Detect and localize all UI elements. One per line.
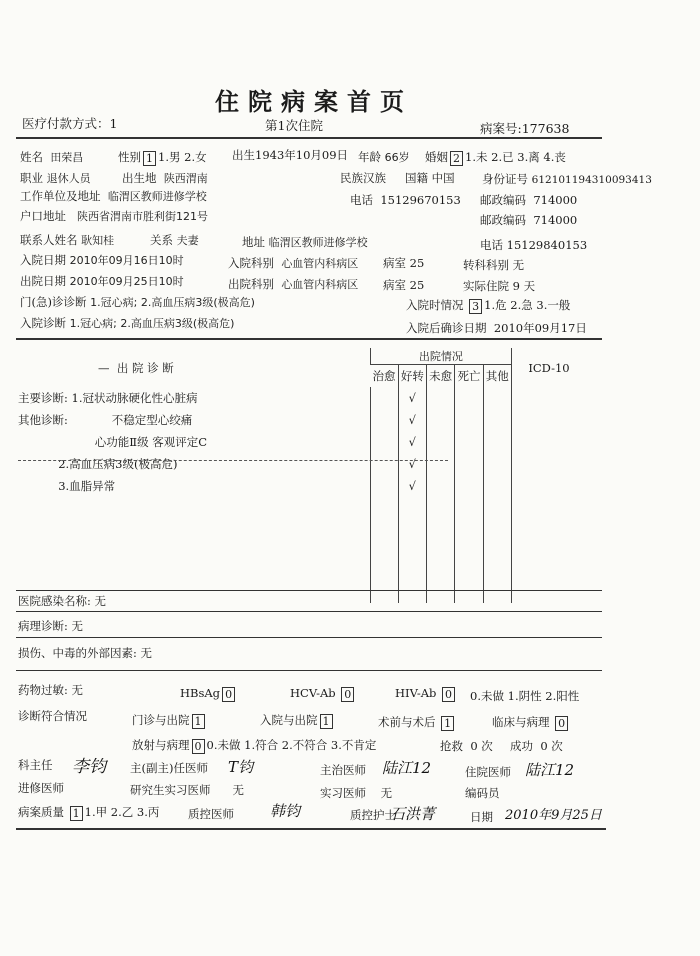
row-rad-path [132, 737, 376, 754]
chief-signature: T钧 [228, 758, 254, 776]
grad-label: 研究生实习医师 [130, 783, 211, 797]
check-mark: √ [398, 431, 426, 453]
dx-main: 主要诊断: 1.冠状动脉硬化性心脏病 [18, 391, 198, 405]
row-hbsag [180, 686, 237, 702]
out-date-value: 2010年09月25日10时 [69, 275, 184, 288]
cell [426, 409, 454, 431]
cell [370, 431, 398, 453]
injury: 损伤、中毒的外部因素: 无 [18, 646, 153, 660]
nationality-label: 国籍 [405, 171, 428, 185]
cell [483, 497, 511, 603]
adm-dx-value: 1.冠心病; 2.高血压病3级(极高危) [69, 317, 235, 330]
row-dob [232, 147, 348, 163]
birthplace-value: 陕西渭南 [163, 172, 208, 185]
row-allergy [18, 682, 83, 698]
diagnosis-table [18, 348, 586, 603]
hukou-label: 户口地址 [20, 209, 66, 223]
row-quality [18, 804, 159, 821]
phone-value: 15129670153 [380, 193, 461, 207]
table-row [18, 453, 586, 475]
work-label: 工作单位及地址 [20, 189, 101, 203]
test-options: 0.未做 1.阴性 2.阳性 [470, 689, 580, 703]
row-clin-path [492, 714, 570, 731]
transfer-label: 转科科别 [463, 258, 509, 272]
dx-dashed-line [18, 460, 448, 461]
row-hukou [20, 208, 208, 224]
condition-label: 入院时情况 [406, 298, 464, 312]
cell [483, 409, 511, 431]
match-options: 0.未做 1.符合 2.不符合 3.不肯定 [206, 738, 377, 752]
row-days [463, 278, 535, 294]
check-mark: √ [398, 475, 426, 497]
row-relation [150, 232, 199, 248]
age-label: 年龄 [358, 150, 381, 164]
row-address [242, 234, 368, 250]
footer-border [16, 828, 606, 830]
hcv-box: 0 [341, 687, 354, 702]
dx-other-2: 心功能Ⅱ级 客观评定C [18, 435, 208, 449]
cell [370, 497, 398, 603]
in-room-value: 25 [409, 256, 425, 270]
table-row [18, 431, 586, 453]
out-room-label: 病室 [383, 278, 406, 292]
row-work [20, 188, 207, 204]
cell [511, 409, 586, 431]
name-label: 姓名 [20, 150, 43, 164]
row-confirm [406, 320, 587, 336]
row-age [358, 149, 410, 165]
in-dept-value: 心血管内科病区 [281, 257, 359, 270]
cell [455, 409, 483, 431]
cell [483, 453, 511, 475]
table-row [18, 387, 586, 409]
address-value: 临渭区教师进修学校 [268, 236, 368, 249]
marital-options: 1.未 2.已 3.离 4.丧 [465, 150, 566, 164]
qc-doctor-signature: 韩钧 [270, 802, 301, 820]
id-label: 身份证号 [482, 172, 528, 186]
table-top-border [16, 338, 602, 340]
confirm-value: 2010年09月17日 [493, 321, 587, 335]
row-grad [130, 782, 244, 798]
row-hiv [395, 686, 457, 702]
rescue-label: 抢救 [440, 739, 463, 753]
condition-options: 1.危 2.急 3.一般 [484, 298, 571, 312]
hukou-value: 陕西省渭南市胜利街121号 [76, 210, 208, 223]
check-mark: √ [398, 453, 426, 475]
qc-doctor-label: 质控医师 [188, 807, 234, 821]
attending-label: 主治医师 [320, 763, 366, 777]
row-advanced [18, 780, 64, 796]
qc-nurse-label: 质控护士 [350, 808, 396, 822]
advanced-label: 进修医师 [18, 781, 64, 795]
dx-other-4: 3.血脂异常 [18, 479, 116, 493]
table-header-row [18, 348, 586, 365]
opd-dx-label: 门(急)诊诊断 [20, 295, 87, 309]
col-improved: 好转 [398, 365, 426, 388]
cell [370, 409, 398, 431]
in-room-label: 病室 [383, 256, 406, 270]
row-prepost [378, 714, 456, 731]
cell [455, 431, 483, 453]
work-value: 临渭区教师进修学校 [107, 190, 207, 203]
sex-box: 1 [143, 151, 156, 166]
payment-label: 医疗付款方式： [22, 116, 110, 131]
row-out-dept [228, 276, 358, 292]
row-in-dept [228, 255, 358, 271]
clin-path-label: 临床与病理 [492, 715, 550, 729]
qc-nurse-signature: 石洪菁 [390, 805, 436, 823]
sex-options: 1.男 2.女 [158, 150, 207, 164]
col-cured: 治愈 [372, 369, 396, 383]
col-status-group: 出院情况 [370, 348, 511, 365]
infection: 医院感染名称: 无 [18, 594, 107, 608]
dob-label: 出生 [232, 148, 255, 162]
payment-value: 1 [109, 116, 118, 131]
cell [483, 387, 511, 409]
cell [483, 431, 511, 453]
table-row [18, 409, 586, 431]
hiv-label: HIV-Ab [395, 686, 437, 700]
row-success [510, 738, 563, 754]
postcode-value: 714000 [533, 193, 578, 207]
out-dept-value: 心血管内科病区 [281, 278, 359, 291]
divider [16, 611, 602, 612]
row-rescue [440, 738, 493, 754]
patient-name: 田荣昌 [50, 151, 84, 164]
cell [370, 387, 398, 409]
cell [18, 497, 370, 603]
row-adm-dx [20, 315, 234, 331]
sex-label: 性别 [118, 150, 141, 164]
prepost-box: 1 [441, 716, 454, 731]
col-death: 死亡 [455, 365, 483, 388]
cell [426, 453, 454, 475]
row-marital [425, 149, 566, 166]
row-in-room [383, 255, 424, 271]
pathology: 病理诊断: 无 [18, 619, 84, 633]
cell [455, 497, 483, 603]
chief-label: 主(副主)任医师 [130, 761, 208, 775]
coder-label: 编码员 [465, 786, 500, 800]
relation-label: 关系 [150, 233, 173, 247]
in-date-label: 入院日期 [20, 253, 66, 267]
quality-options: 1.甲 2.乙 3.丙 [84, 805, 160, 819]
intern-label: 实习医师 [320, 786, 366, 800]
cell [511, 475, 586, 497]
row-intern [320, 785, 392, 801]
row-condition [406, 297, 570, 314]
page-title: 住院病案首页 [215, 87, 413, 116]
payment-method [22, 114, 117, 132]
row-nationality [405, 170, 455, 186]
opd-out-box: 1 [192, 714, 205, 729]
success-label: 成功 [510, 739, 533, 753]
check-mark: √ [398, 387, 426, 409]
transfer-value: 无 [512, 258, 525, 272]
hiv-box: 0 [442, 687, 455, 702]
quality-label: 病案质量 [18, 805, 64, 819]
row-transfer [463, 257, 524, 273]
contact-phone-label: 电话 [480, 238, 503, 252]
grad-value: 无 [232, 783, 244, 797]
rad-path-box: 0 [192, 739, 205, 754]
cell [511, 387, 586, 409]
dx-other-3: 2.高血压病3级(极高危) [18, 457, 178, 471]
visit-number: 第1次住院 [265, 118, 323, 133]
dx-other-1: 其他诊断: 不稳定型心绞痛 [18, 413, 193, 427]
dx-match-label: 诊断符合情况 [18, 709, 87, 723]
cell [455, 475, 483, 497]
phone-label: 电话 [350, 193, 373, 207]
confirm-label: 入院后确诊日期 [406, 321, 487, 335]
row-contact-phone [480, 237, 587, 253]
hbsag-label: HBsAg [180, 686, 221, 700]
postcode2-value: 714000 [533, 213, 578, 227]
postcode2-label: 邮政编码 [480, 213, 526, 227]
cell [370, 475, 398, 497]
cell [426, 497, 454, 603]
col-other: 其他 [483, 365, 511, 388]
cell [426, 387, 454, 409]
cell [398, 497, 426, 603]
row-birthplace [122, 170, 208, 186]
marital-label: 婚姻 [425, 150, 448, 164]
ethnicity-label: 民族 [340, 171, 363, 185]
row-ethnicity [340, 170, 386, 186]
cell [426, 475, 454, 497]
col-diagnosis: — 出 院 诊 断 [98, 360, 174, 375]
row-in-date [20, 252, 184, 268]
director-label: 科主任 [18, 758, 53, 772]
cell [511, 453, 586, 475]
occupation-label: 职业 [20, 171, 43, 185]
contact-phone-value: 15129840153 [506, 238, 588, 252]
row-postcode2 [480, 212, 577, 228]
ethnicity-value: 汉族 [363, 171, 386, 185]
prepost-label: 术前与术后 [378, 715, 436, 729]
out-date-label: 出院日期 [20, 274, 66, 288]
days-value: 9 天 [512, 279, 536, 293]
record-number: 病案号:177638 [480, 121, 570, 136]
table-row [18, 497, 586, 603]
in-out-box: 1 [320, 714, 333, 729]
success-value: 0 次 [540, 739, 563, 753]
adm-dx-label: 入院诊断 [20, 316, 66, 330]
row-opd-out [132, 712, 207, 729]
row-hcv [290, 686, 356, 702]
intern-value: 无 [380, 786, 393, 800]
cell [511, 497, 586, 603]
row-out-room [383, 277, 424, 293]
cell [455, 387, 483, 409]
header-divider [16, 137, 602, 139]
contact-label: 联系人姓名 [20, 233, 78, 247]
contact-value: 耿知桂 [81, 234, 115, 247]
row-id [482, 171, 652, 187]
row-postcode [480, 192, 577, 208]
row-name [20, 149, 83, 165]
in-out-label: 入院与出院 [260, 713, 318, 727]
out-room-value: 25 [409, 278, 425, 292]
cell [511, 431, 586, 453]
date-signature: 2010年9月25日 [505, 808, 602, 823]
row-sex [118, 149, 207, 166]
cell [426, 431, 454, 453]
out-dept-label: 出院科别 [228, 277, 274, 291]
col-diagnosis-label: 出 院 诊 断 [116, 360, 174, 375]
row-occupation [20, 170, 91, 186]
quality-box: 1 [70, 806, 83, 821]
days-label: 实际住院 [463, 279, 509, 293]
row-out-date [20, 273, 184, 289]
hbsag-box: 0 [222, 687, 235, 702]
check-mark: √ [398, 409, 426, 431]
col-icd: ICD-10 [511, 348, 586, 387]
dob-value: 1943年10月09日 [255, 148, 349, 162]
postcode-label: 邮政编码 [480, 193, 526, 207]
rad-path-label: 放射与病理 [132, 738, 190, 752]
marital-box: 2 [450, 151, 463, 166]
allergy-value: 无 [71, 683, 84, 697]
row-contact [20, 232, 114, 248]
cell [483, 475, 511, 497]
table-bottom-border [16, 590, 602, 591]
birthplace-label: 出生地 [122, 171, 157, 185]
hcv-label: HCV-Ab [290, 686, 336, 700]
age-value: 66岁 [384, 151, 410, 164]
relation-value: 夫妻 [176, 234, 199, 247]
divider [16, 637, 602, 638]
rescue-value: 0 次 [470, 739, 493, 753]
in-dept-label: 入院科别 [228, 256, 274, 270]
resident-label: 住院医师 [465, 765, 511, 779]
opd-dx-value: 1.冠心病; 2.高血压病3级(极高危) [90, 296, 255, 309]
cell [370, 453, 398, 475]
date-label: 日期 [470, 810, 493, 824]
opd-out-label: 门诊与出院 [132, 713, 190, 727]
nationality-value: 中国 [431, 171, 455, 185]
row-phone [350, 192, 461, 208]
attending-signature: 陆江12 [382, 759, 432, 777]
director-signature: 李钧 [72, 757, 106, 777]
col-not-cured: 未愈 [426, 365, 454, 388]
id-value: 612101194310093413 [531, 174, 652, 186]
in-date-value: 2010年09月16日10时 [69, 254, 184, 267]
clin-path-box: 0 [555, 716, 568, 731]
allergy-label: 药物过敏: [18, 683, 68, 697]
table-row [18, 475, 586, 497]
condition-box: 3 [469, 299, 482, 314]
row-in-out [260, 712, 335, 729]
occupation-value: 退休人员 [46, 172, 91, 185]
address-label: 地址 [242, 235, 265, 249]
divider [16, 670, 602, 671]
row-opd-dx [20, 294, 255, 310]
cell [455, 453, 483, 475]
resident-signature: 陆江12 [525, 761, 575, 779]
